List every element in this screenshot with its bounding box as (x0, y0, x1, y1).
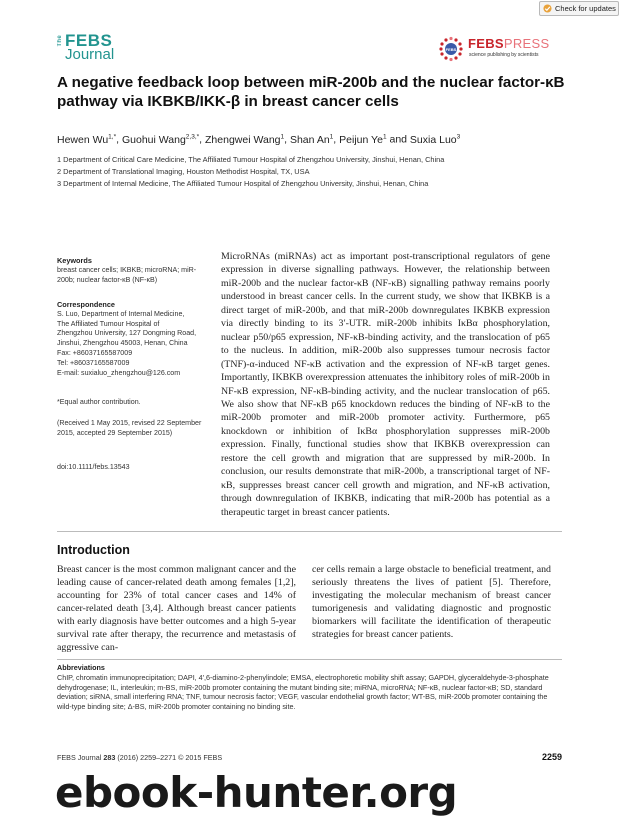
doi: doi:10.1111/febs.13543 (57, 463, 130, 471)
page-footer: FEBS Journal 283 (2016) 2259–2271 © 2015 FEBS 2259 (57, 752, 562, 762)
keywords-block (57, 256, 207, 285)
abbreviations-text: ChIP, chromatin immunoprecipitation; DAPI, 4′,6-diamino-2-phenylindole; EMSA, electrophoretic mobility shift assay; GAPDH, glyceraldehyde-3-phosphate dehydrogenase; IL, interleukin; m-BS, miR-200b promoter containing the mutant binding site; miRNA, microRNA; NF-κB, nuclear factor-κB; SD, standard deviation; siRNA, small interfering RNA; TNF, tumour necrosis factor; VEGF, vascular endothelial growth factor; WT-BS, miR-200b promoter containing the wild-type binding site; Δ-BS, miR-200b promoter containing no binding site. (57, 672, 549, 712)
keywords-text: breast cancer cells; IKBKB; microRNA; miR-200b; nuclear factor-κB (NF-κB) (57, 265, 197, 284)
author: Suxia Luo$^3$ (409, 133, 461, 146)
equal-contribution-note: *Equal author contribution. (57, 398, 141, 406)
abbreviations-block (57, 663, 562, 712)
affiliation: 1 Department of Critical Care Medicine, The Affiliated Tumour Hospital of Zhengzhou University, Jinshui, Henan, China (57, 155, 445, 164)
section-divider (57, 531, 562, 532)
check-for-updates-button[interactable] (539, 1, 619, 16)
publisher-logo (438, 36, 578, 66)
keywords-heading: Keywords (57, 256, 92, 265)
watermark: ebook-hunter.org (55, 768, 458, 817)
author: Guohui Wang$^{2,3,*}$ (121, 133, 200, 146)
check-for-updates-label: Check for updates (555, 4, 616, 13)
press-name: FEBS (468, 36, 504, 51)
article-title: A negative feedback loop between miR-200b and the nuclear factor-κB pathway via IKBKB/IKK-β in breast cancer cells (57, 74, 565, 110)
correspondence-heading: Correspondence (57, 300, 115, 309)
abbreviations-heading: Abbreviations (57, 663, 105, 672)
author: Shan An$^1$ (289, 133, 334, 146)
abbreviations-divider (57, 659, 562, 660)
svg-text:FEBS: FEBS (445, 47, 457, 52)
author: Zhengwei Wang$^1$ (205, 133, 285, 146)
introduction-heading: Introduction (57, 543, 130, 557)
febs-press-emblem-icon (438, 36, 464, 62)
volume: 283 (103, 753, 116, 762)
abstract: MicroRNAs (miRNAs) act as important post-transcriptional regulators of gene expression in diverse signalling pathways. However, the relationship between miR-200b and the nuclear factor-κB (NF-κB) signalling pathway remains poorly understood in breast cancer cells. In the current study, we show that IKBKB is a direct target of miR-200b, and that miR-200b downregulates IKBKB expression via directly binding to its 3′-UTR. miR-200b inhibits IκBα phosphorylation, nuclear p50/p65 expression, NF-κB-binding activity, and the translocation of p65 to the nucleus. In addition, miR-200b also suppresses tumour necrosis factor (TNF)-α-induced NF-κB activation and the expression of NF-κB target genes. Importantly, IKBKB overexpression attenuates the inhibitory roles of miR-200b in NF-κB expression, NF-κB-binding activity, and the nuclear translocation of p65. We also show that NF-κB p65 knockdown reduces the binding of NF-κB to the miR-200b promoter and miR-200b promoter activity. Furthermore, p65 knockdown or inhibition of IκBα phosphorylation suppresses miR-200b expression. Finally, functional studies show that IKBKB overexpression can restore the cell growth and migration that are suppressed by miR-200b. In conclusion, our results demonstrate that miR-200b, a transcriptional target of NF-κB, suppresses breast cancer cell growth and migration, and NF-κB activation, through downregulation of IKBKB, indicating that miR-200b has potential as a therapeutic target in breast cancer patients. (221, 251, 550, 518)
correspondence-block: Correspondence S. Luo, Department of Internal Medicine, The Affiliated Tumour Hospital of Zhengzhou University, 127 Dongming Road, Jinshui, Zhengzhou 45003, Henan, China Fax: +86037165587009 Tel: +86037165587009 E-mail: suxialuo_zhengzhou@126.com (57, 300, 207, 378)
intro-column-left: Breast cancer is the most common malignant cancer and the leading cause of cancer-related death among females [1,2], accounting for 23% of total cancer cases and 14% of cancer-related death [3,4]. Although breast cancer patients with early diagnosis have better outcomes and a high 5-year survival rate after therapy, the recurrence and metastasis of aggressive can- (57, 564, 296, 654)
intro-column-right: cer cells remain a large obstacle to beneficial treatment, and seriously threatens the lives of patient [5]. Therefore, investigating the molecular mechanism of breast cancer tumorigenesis and validating diagnostic and prognostic biomarkers will facilitate the identification of therapeutic strategies for breast cancer patients. (312, 564, 551, 641)
affiliation: 3 Department of Internal Medicine, The Affiliated Tumour Hospital of Zhengzhou University, Jinshui, Henan, China (57, 179, 429, 188)
press-tagline: science publishing by scientists (469, 52, 539, 58)
update-icon (543, 4, 552, 13)
page-number: 2259 (541, 752, 562, 762)
received-dates: (Received 1 May 2015, revised 22 September 2015, accepted 29 September 2015) (57, 419, 202, 437)
press-name2: PRESS (503, 36, 550, 51)
author: Hewen $Wu^{1,*}$ (57, 133, 117, 146)
correspondence-email: E-mail: suxialuo_zhengzhou@126.com (57, 368, 181, 377)
affiliation: 2 Department of Translational Imaging, Houston Methodist Hospital, TX, USA (57, 167, 310, 176)
author-list: Hewen $Wu^{1,*}$, Guohui Wang$^{2,3,*}$, Zhengwei Wang$^1$, Shan An$^1$, Peijun Ye$^1$ and Suxia Luo$^3$ (57, 133, 461, 146)
author: Peijun Ye$^1$ (339, 133, 387, 146)
